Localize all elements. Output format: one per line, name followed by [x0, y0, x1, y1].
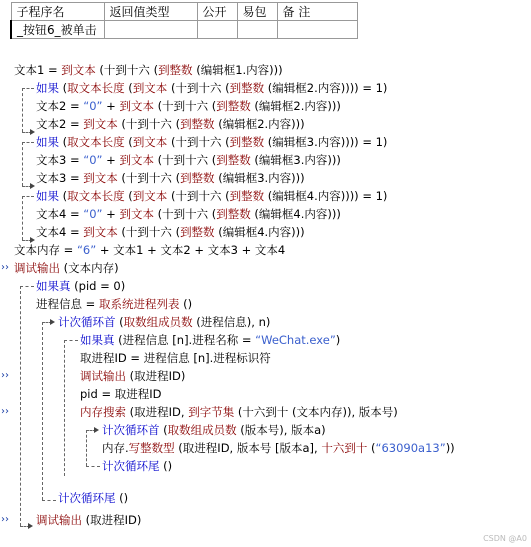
code-token: 文本3 = — [36, 153, 84, 167]
code-token: 到整数 — [229, 135, 265, 149]
code-token: (编辑框3.内容))) — [214, 171, 305, 185]
code-token: ( — [124, 135, 133, 149]
code-token: 如果真 — [80, 333, 115, 347]
code-line[interactable] — [14, 260, 119, 277]
code-token: “0” — [83, 99, 103, 113]
code-token: 内存搜索 — [80, 405, 126, 419]
code-line[interactable] — [36, 98, 341, 115]
code-token: 取数组成员数 — [167, 423, 237, 437]
code-token: 取文本长度 — [67, 135, 125, 149]
code-token: (十到十六 ( — [167, 81, 230, 95]
code-line[interactable] — [80, 350, 271, 367]
code-line[interactable] — [36, 152, 341, 169]
code-token: 调试输出 — [14, 261, 60, 275]
code-token: (十到十六 ( — [95, 63, 159, 77]
code-line[interactable] — [58, 314, 270, 331]
code-line[interactable] — [36, 296, 192, 313]
code-token: 到整数 — [216, 207, 251, 221]
code-token: (版本号), 版本a) — [236, 423, 326, 437]
code-token: 计次循环首 — [58, 315, 116, 329]
code-line[interactable] — [36, 170, 305, 187]
code-token: ( — [59, 189, 68, 203]
code-token: 文本3 = — [36, 171, 84, 185]
code-token: (编辑框2.内容))) — [250, 99, 341, 113]
public-cell[interactable] — [197, 21, 237, 39]
code-token: (取进程ID) — [126, 369, 186, 383]
code-token: 到文本 — [83, 225, 118, 239]
code-token: + — [102, 207, 120, 221]
code-token: (十到十六 ( — [153, 99, 217, 113]
code-token: 如果 — [36, 189, 59, 203]
code-token: ( — [124, 189, 133, 203]
code-token: () — [179, 297, 193, 311]
code-token: () — [159, 459, 173, 473]
code-token: 到文本 — [132, 189, 168, 203]
code-line[interactable] — [80, 386, 162, 403]
code-token: 计次循环尾 — [58, 491, 116, 505]
code-token: 文本2 = — [36, 99, 84, 113]
code-token: 到整数 — [216, 99, 251, 113]
code-token: 取文本长度 — [67, 81, 125, 95]
code-token: 文本1 = — [14, 63, 62, 77]
code-line[interactable] — [36, 134, 387, 151]
code-token: 到整数 — [158, 63, 193, 77]
code-line[interactable] — [36, 512, 141, 529]
col-return-type: 返回值类型 — [104, 3, 197, 21]
code-token: “6” — [76, 243, 97, 257]
code-token: “0” — [83, 153, 103, 167]
code-token: (编辑框3.内容)))) = 1) — [264, 135, 388, 149]
code-line[interactable] — [14, 242, 285, 259]
code-token: + — [102, 153, 120, 167]
code-token: 计次循环尾 — [102, 459, 160, 473]
code-line[interactable] — [36, 116, 305, 133]
code-token: (编辑框4.内容))) — [250, 207, 341, 221]
code-line[interactable] — [36, 188, 387, 205]
code-line[interactable] — [36, 278, 125, 295]
code-token: (编辑框2.内容))) — [214, 117, 305, 131]
code-line[interactable] — [80, 332, 340, 349]
code-token: 如果真 — [36, 279, 71, 293]
code-token: )) — [445, 441, 455, 455]
easy-package-cell[interactable] — [237, 21, 277, 39]
code-token: 如果 — [36, 135, 59, 149]
code-token: 到整数 — [229, 81, 265, 95]
code-token: 写整数型 — [128, 441, 175, 455]
code-token: 调试输出 — [36, 513, 82, 527]
code-line[interactable] — [80, 368, 185, 385]
code-token: (十到十六 ( — [117, 171, 181, 185]
code-token: (十到十六 ( — [117, 225, 181, 239]
code-token: 进程信息 = — [36, 297, 99, 311]
col-easy-package: 易包 — [237, 3, 277, 21]
breakpoint-arrow-icon[interactable]: ›› — [1, 406, 9, 417]
subroutine-header-table — [10, 2, 358, 39]
code-token: (取进程ID, 版本号 [版本a], — [174, 441, 322, 455]
code-token: 文本2 = — [36, 117, 84, 131]
code-token: 取进程ID = 进程信息 [n].进程标识符 — [80, 351, 271, 365]
code-token: ( — [159, 423, 168, 437]
note-cell[interactable] — [277, 21, 357, 39]
code-token: (编辑框3.内容))) — [250, 153, 341, 167]
code-token: 文本内存 = — [14, 243, 77, 257]
code-token: 到整数 — [180, 171, 215, 185]
code-token: ( — [367, 441, 376, 455]
col-subroutine-name: 子程序名 — [11, 3, 104, 21]
code-token: (进程信息), n) — [192, 315, 271, 329]
code-token: 取数组成员数 — [123, 315, 193, 329]
breakpoint-arrow-icon[interactable]: ›› — [1, 514, 9, 525]
code-token: 十六到十 — [321, 441, 368, 455]
code-token: “63090a13” — [375, 441, 446, 455]
code-token: (编辑框2.内容)))) = 1) — [264, 81, 388, 95]
code-token: (pid = 0) — [70, 279, 126, 293]
code-token: “0” — [83, 207, 103, 221]
code-line[interactable] — [102, 440, 455, 457]
code-token: 如果 — [36, 81, 59, 95]
code-token: ) — [335, 333, 341, 347]
code-token: 到文本 — [119, 207, 154, 221]
return-type-cell[interactable] — [104, 21, 197, 39]
code-token: 到整数 — [229, 189, 265, 203]
code-token: 内存. — [102, 441, 129, 455]
code-token: 调试输出 — [80, 369, 126, 383]
code-line[interactable] — [14, 62, 283, 79]
code-token: ( — [59, 135, 68, 149]
code-line[interactable] — [102, 422, 326, 439]
code-token: 到文本 — [83, 117, 118, 131]
code-token: 到整数 — [180, 117, 215, 131]
code-token: 到文本 — [119, 153, 154, 167]
code-token: (编辑框4.内容)))) = 1) — [264, 189, 388, 203]
subroutine-name-cell[interactable]: _按钮6_被单击 — [11, 21, 104, 39]
col-public: 公开 — [197, 3, 237, 21]
code-token: ( — [59, 81, 68, 95]
code-token: pid = 取进程ID — [80, 387, 162, 401]
code-token: 到整数 — [216, 153, 251, 167]
code-token: (十到十六 ( — [153, 207, 217, 221]
code-token: (编辑框1.内容))) — [192, 63, 283, 77]
code-token: 到整数 — [180, 225, 215, 239]
watermark: CSDN @A0 — [483, 534, 527, 543]
code-token: 到字节集 — [188, 405, 235, 419]
code-token: ( — [124, 81, 133, 95]
code-line[interactable] — [102, 458, 172, 475]
code-line[interactable] — [58, 490, 128, 507]
breakpoint-arrow-icon[interactable]: ›› — [1, 262, 9, 273]
breakpoint-arrow-icon[interactable]: ›› — [1, 370, 9, 381]
code-token: 到文本 — [83, 171, 118, 185]
code-token: 到文本 — [132, 81, 168, 95]
code-token: (取进程ID) — [82, 513, 142, 527]
code-token: (取进程ID, — [126, 405, 189, 419]
code-token: + 文本1 + 文本2 + 文本3 + 文本4 — [96, 243, 286, 257]
code-token: 文本4 = — [36, 207, 84, 221]
code-token: 取文本长度 — [67, 189, 125, 203]
code-token: 到文本 — [119, 99, 154, 113]
code-line[interactable] — [80, 404, 398, 421]
col-note: 备 注 — [277, 3, 357, 21]
code-token: (进程信息 [n].进程名称 = — [114, 333, 256, 347]
code-line[interactable] — [36, 80, 387, 97]
code-token: (十到十六 ( — [167, 135, 230, 149]
code-token: + — [102, 99, 120, 113]
code-line[interactable] — [36, 206, 341, 223]
code-token: ( — [115, 315, 124, 329]
code-token: (文本内存) — [60, 261, 119, 275]
code-token: (十六到十 (文本内存)), 版本号) — [234, 405, 398, 419]
code-token: (编辑框4.内容))) — [214, 225, 305, 239]
code-token: 到文本 — [132, 135, 168, 149]
code-token: (十到十六 ( — [153, 153, 217, 167]
code-token: 计次循环首 — [102, 423, 160, 437]
code-token: 到文本 — [61, 63, 96, 77]
code-token: () — [115, 491, 129, 505]
code-line[interactable] — [36, 224, 305, 241]
code-token: (十到十六 ( — [167, 189, 230, 203]
code-token: 取系统进程列表 — [98, 297, 180, 311]
code-token: “WeChat.exe” — [255, 333, 336, 347]
code-token: (十到十六 ( — [117, 117, 181, 131]
code-token: 文本4 = — [36, 225, 84, 239]
